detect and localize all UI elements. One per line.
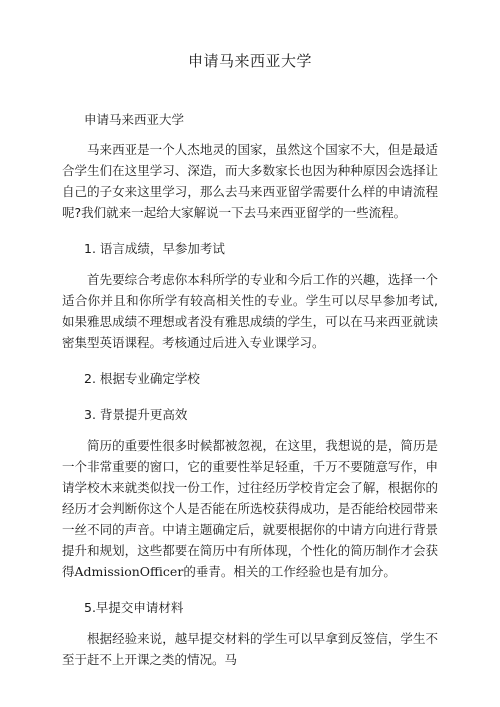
admission-officer-term: AdmissionOfficer xyxy=(74,564,184,579)
section-3-heading: 3. 背景提升更高效 xyxy=(84,407,188,422)
document-title: 申请马来西亚大学 xyxy=(187,52,312,70)
section-1-heading: 1. 语言成绩，早参加考试 xyxy=(84,241,225,256)
section-5-heading: 5.早提交申请材料 xyxy=(84,600,184,615)
section-3-paragraph xyxy=(62,435,438,582)
intro-paragraph: 马来西亚是一个人杰地灵的国家，虽然这个国家不大，但是最适合学生们在这里学习、深造，而大多数家长也因为种种原因会选择让自己的子女来这里学习，那么去马来西亚留学需要什么样的申请流程呢?我们就来一起给大家解说一下去马来西亚留学的一些流程。 xyxy=(62,142,438,220)
section-3-text-part-2: 的垂青。相关的工作经验也是有加分。 xyxy=(183,564,396,579)
section-1-paragraph: 首先要综合考虑你本科所学的专业和今后工作的兴趣，选择一个适合你并且和你所学有较高相关性的专业。学生可以尽早参加考试,如果雅思成绩不理想或者没有雅思成绩的学生，可以在马来西亚就读密集型英语课程。考核通过后进入专业课学习。 xyxy=(62,272,438,350)
section-5-paragraph: 根据经验来说，越早提交材料的学生可以早拿到反签信，学生不至于赶不上开课之类的情况。马 xyxy=(62,631,438,667)
document-subtitle: 申请马来西亚大学 xyxy=(84,112,185,127)
section-3-text-part-1: 简历的重要性很多时候都被忽视，在这里，我想说的是，简历是一个非常重要的窗口，它的重要性举足轻重，千万不要随意写作，申请学校木来就类似找一份工作，过往经历学校肯定会了解，根据你的经历才会判断你这个人是否能在所选校获得成功，是否能给校园带来一丝不同的声音。中请主题确定后，就要根据你的中请方向进行背景提升和规划，这些都要在简历中有所体现，个性化的简历制作才会获得 xyxy=(62,438,438,579)
section-2-heading: 2. 根据专业确定学校 xyxy=(84,371,200,386)
